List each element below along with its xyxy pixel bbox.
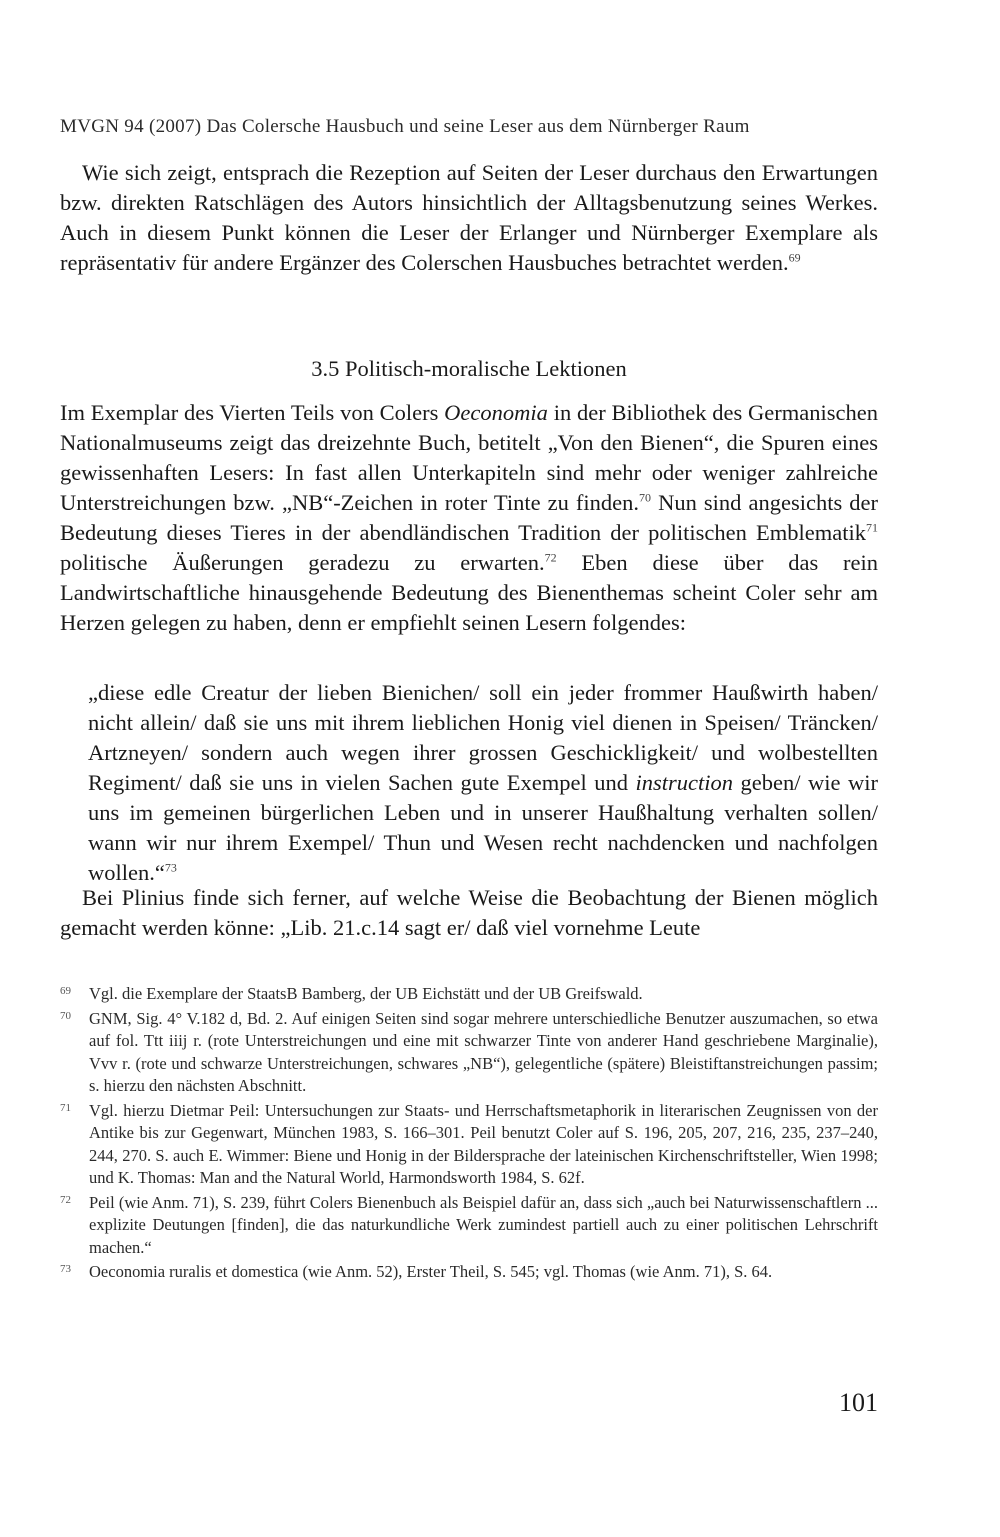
footnote-text: Oeconomia ruralis et domestica (wie Anm. 52), Erster Theil, S. 545; vgl. Thomas (wie Anm. 71), S. 64.	[89, 1262, 773, 1281]
footnote	[60, 1008, 878, 1098]
paragraph-1-text: Wie sich zeigt, entsprach die Rezeption auf Seiten der Leser durchaus den Erwartungen bzw. direkten Ratschlägen des Autors hinsichtlich der Alltagsbenutzung seines Werkes. Auch in diesem Punkt können die Leser der Erlanger und Nürnberger Exemplare als repräsentativ für andere Ergänzer des Colerschen Hausbuches betrachtet werden.	[60, 160, 878, 275]
page-number: 101	[839, 1388, 878, 1417]
footnote-number: 70	[60, 1009, 71, 1022]
footnote	[60, 1261, 878, 1284]
section-heading: 3.5 Politisch-moralische Lektionen	[311, 356, 627, 381]
paragraph-3-text: Bei Plinius finde sich ferner, auf welche Weise die Beobachtung der Bienen möglich gemacht werden könne: „Lib. 21.c.14 sagt er/ daß viel vornehme Leute	[60, 885, 878, 940]
paragraph-2-seg1: Im Exemplar des Vierten Teils von Colers	[60, 400, 445, 425]
quote-seg1: „diese edle Creatur der lieben Bienichen/ soll ein jeder frommer Haußwirth haben/ nicht allein/ daß sie uns mit ihrem lieblichen Honig viel dienen in Speisen/ Träncken/ Artzneyen/ sondern auch wegen ihrer grossen Geschickligkeit/ und wolbestellten Regiment/ daß sie uns in vielen Sachen gute Exempel und	[88, 680, 878, 795]
paragraph-2-seg4: politische Äußerungen geradezu zu erwarten.	[60, 550, 545, 575]
paragraph-2	[60, 398, 878, 638]
running-head: MVGN 94 (2007) Das Colersche Hausbuch und seine Leser aus dem Nürnberger Raum	[60, 116, 750, 137]
footnote-number: 69	[60, 985, 71, 997]
footnotes	[60, 983, 878, 1286]
footnote-ref-72[interactable]: 72	[544, 550, 557, 565]
footnote-ref-71[interactable]: 71	[866, 520, 878, 535]
footnote-text: Vgl. hierzu Dietmar Peil: Untersuchungen zur Staats- und Herrschaftsmetaphorik in literarischen Zeugnissen von der Antike bis zur Gegenwart, München 1983, S. 166–301. Peil benutzt Coler auf S. 196, 205, 207, 216, 235, 237–240, 244, 270. S. auch E. Wimmer: Biene und Honig in der Bildersprache der lateinischen Kirchenschriftsteller, Wien 1998; und K. Thomas: Man and the Natural World, Harmondsworth 1984, S. 62f.	[89, 1100, 878, 1187]
footnote	[60, 1192, 878, 1260]
paragraph-2-seg3: Nun sind angesichts der Bedeutung dieses Tieres in der abendländischen Tradition der politischen Emblematik	[60, 490, 878, 545]
paragraph-2-seg2: in der Bibliothek des Germanischen Nationalmuseums zeigt das dreizehnte Buch, betitelt „Von den Bienen“, die Spuren eines gewissenhaften Lesers: In fast allen Unterkapiteln sind mehr oder weniger zahlreiche Unterstreichungen bzw. „NB“-Zeichen in roter Tinte zu finden.	[60, 400, 879, 515]
paragraph-2-seg5: Eben diese über das rein Landwirtschaftliche hinausgehende Bedeutung des Bienenthemas scheint Coler sehr am Herzen gelegen zu haben, denn er empfiehlt seinen Lesern folgendes:	[60, 550, 878, 635]
footnote-text: Vgl. die Exemplare der StaatsB Bamberg, der UB Eichstätt und der UB Greifswald.	[89, 984, 643, 1003]
footnote	[60, 1100, 878, 1190]
footnote-number: 73	[60, 1263, 71, 1275]
quote-seg2: geben/ wie wir uns im gemeinen bürgerlichen Leben und in unserer Haußhaltung verhalten sollen/ wann wir nur ihrem Exempel/ Thun und Wesen recht nachdencken und nachfolgen wollen.“	[88, 770, 878, 885]
footnote-ref-69[interactable]: 69	[788, 250, 801, 265]
footnote-text: Peil (wie Anm. 71), S. 239, führt Colers Bienenbuch als Beispiel dafür an, dass sich „auch bei Naturwissenschaftlern ... explizite Deutungen [finden], die das naturkundliche Werk zumindest partiell auch zu einer politischen Lehrschrift machen.“	[89, 1192, 878, 1257]
footnote-ref-70[interactable]: 70	[639, 490, 652, 505]
footnote-number: 72	[60, 1193, 71, 1206]
footnote-text: GNM, Sig. 4° V.182 d, Bd. 2. Auf einigen Seiten sind sogar mehrere unterschiedliche Benutzer auszumachen, so etwa auf fol. Ttt iiij r. (rote Unterstreichungen und eine mit schwarzer Tinte von anderer Hand geschriebene Marginalie), Vvv r. (rote und schwarze Unterstreichungen, schwares „NB“), gelegentliche (spätere) Bleistiftanstreichungen passim; s. hierzu den nächsten Abschnitt.	[89, 1008, 878, 1095]
italic-instruction: instruction	[635, 770, 733, 795]
paragraph-3	[60, 883, 878, 943]
footnote	[60, 983, 878, 1006]
block-quote	[88, 678, 878, 888]
footnote-number: 71	[60, 1101, 71, 1114]
footnote-ref-73[interactable]: 73	[164, 860, 177, 875]
paragraph-1	[60, 158, 878, 278]
italic-oeconomia: Oeconomia	[444, 400, 548, 425]
